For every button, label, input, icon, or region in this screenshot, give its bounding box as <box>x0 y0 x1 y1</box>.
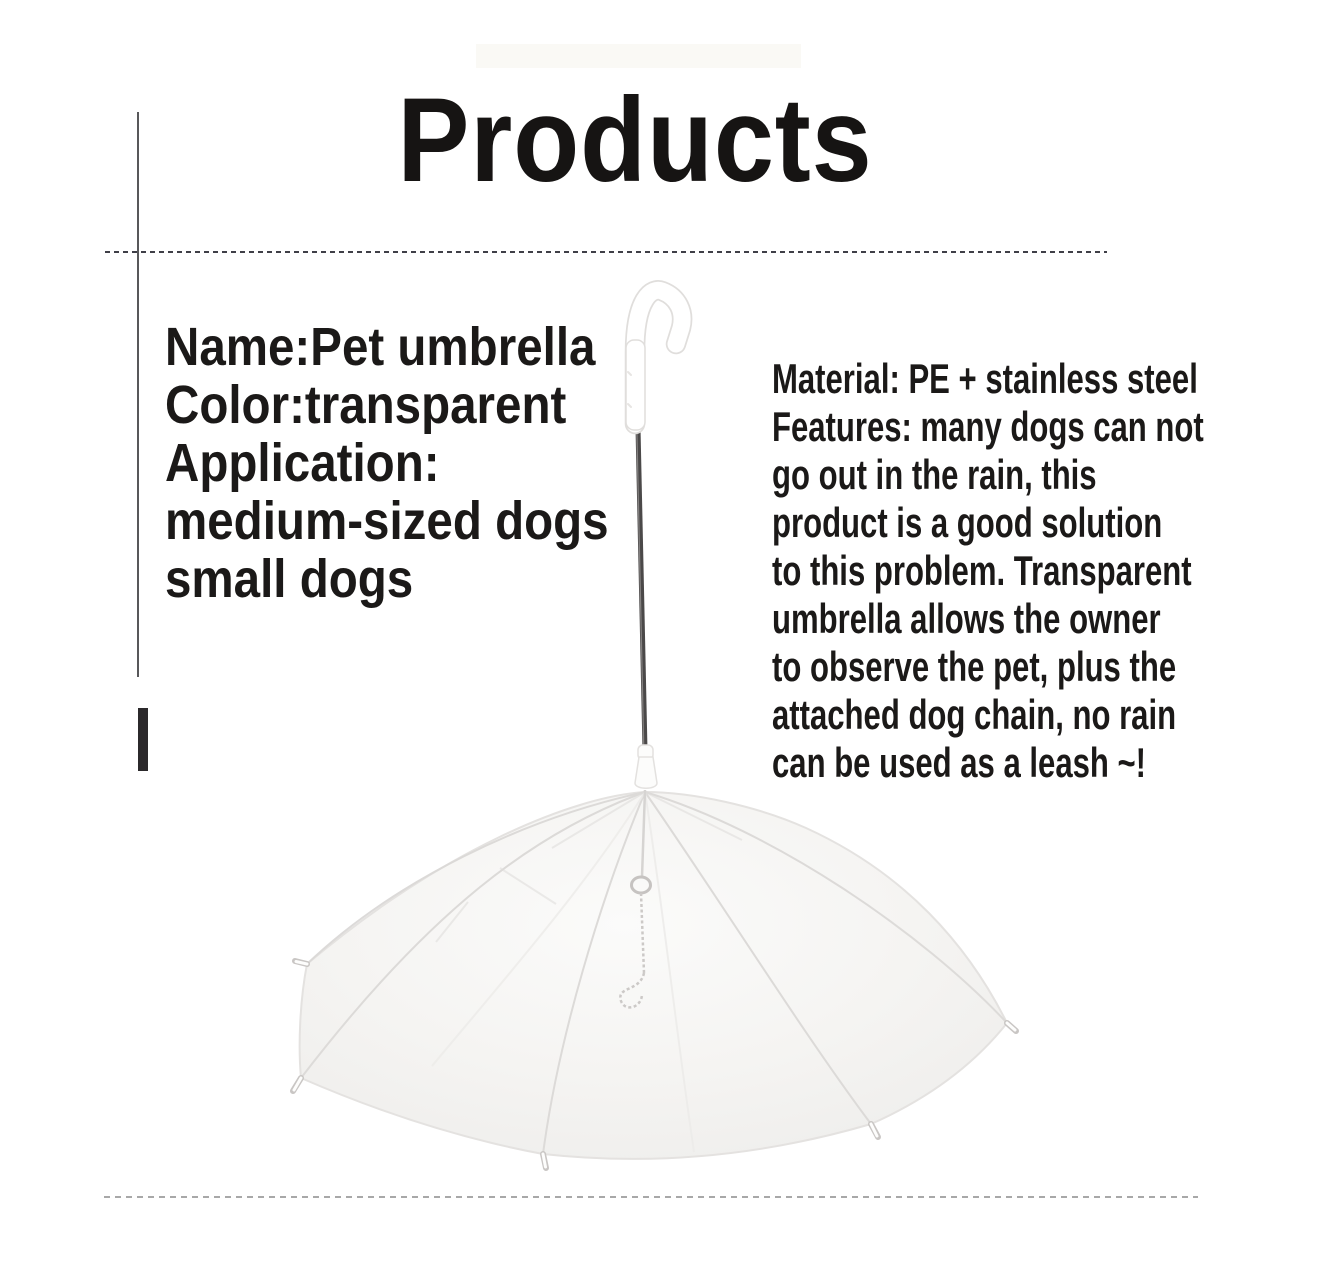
description-line: go out in the rain, this <box>772 451 1097 498</box>
description-line: to observe the pet, plus the <box>772 643 1177 690</box>
page-title: Products <box>397 73 873 207</box>
description-line: attached dog chain, no rain <box>772 691 1177 738</box>
description-line: product is a good solution <box>772 499 1163 546</box>
spec-line: Color:transparent <box>165 375 567 435</box>
bottom-dotted-divider <box>104 1196 1198 1198</box>
umbrella-hook-handle-icon <box>626 290 682 430</box>
description-line: to this problem. Transparent <box>772 547 1192 594</box>
description-line: Material: PE + stainless steel <box>772 355 1198 402</box>
spec-line: small dogs <box>165 549 414 609</box>
spec-line: Name:Pet umbrella <box>165 317 596 377</box>
description-line: Features: many dogs can not <box>772 403 1204 450</box>
spec-line: Application: <box>165 433 440 493</box>
description-line: can be used as a leash ~! <box>772 739 1147 786</box>
description-line: umbrella allows the owner <box>772 595 1161 642</box>
umbrella-shaft-icon <box>637 428 645 750</box>
spec-line: medium-sized dogs <box>165 491 609 551</box>
umbrella-ferrule-icon <box>635 745 657 788</box>
umbrella-canopy-icon <box>293 790 1016 1168</box>
